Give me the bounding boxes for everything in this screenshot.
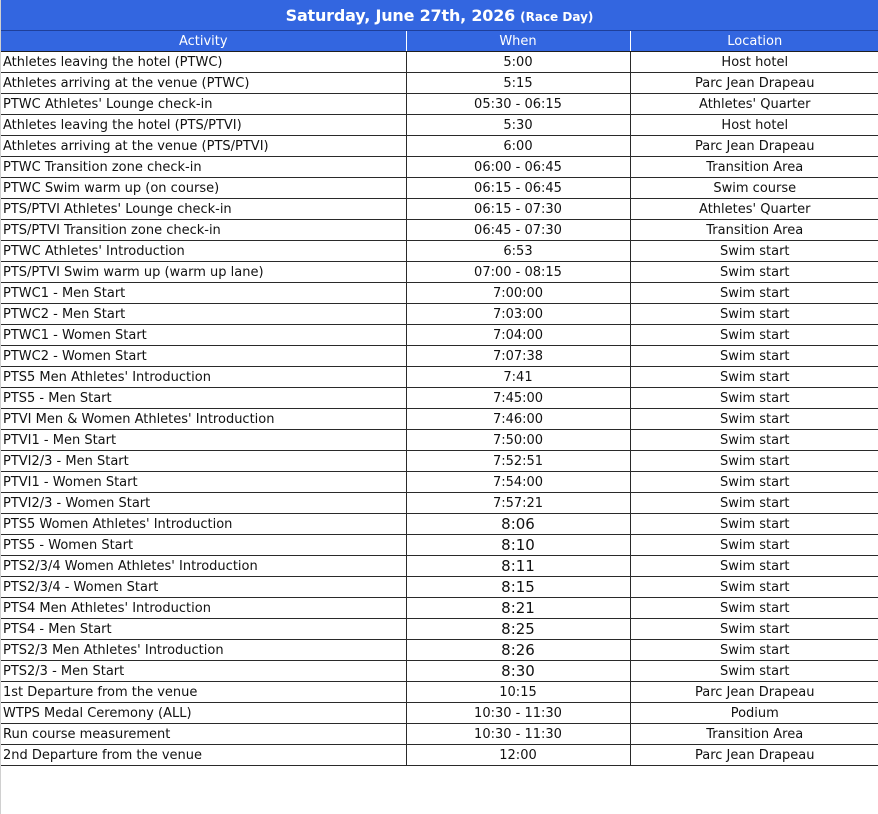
location-cell: Swim start [630, 430, 878, 451]
activity-cell: PTWC2 - Women Start [1, 346, 406, 367]
location-cell: Swim start [630, 241, 878, 262]
when-cell: 7:41 [406, 367, 630, 388]
when-cell: 6:00 [406, 136, 630, 157]
activity-cell: PTS4 Men Athletes' Introduction [1, 598, 406, 619]
activity-cell: PTS5 Men Athletes' Introduction [1, 367, 406, 388]
location-cell: Parc Jean Drapeau [630, 136, 878, 157]
activity-cell: PTS5 - Women Start [1, 535, 406, 556]
when-cell: 8:21 [406, 598, 630, 619]
activity-cell: PTVI1 - Women Start [1, 472, 406, 493]
when-cell: 8:06 [406, 514, 630, 535]
when-cell: 7:07:38 [406, 346, 630, 367]
when-cell: 06:00 - 06:45 [406, 157, 630, 178]
when-cell: 10:30 - 11:30 [406, 724, 630, 745]
location-cell: Podium [630, 703, 878, 724]
when-cell: 8:30 [406, 661, 630, 682]
activity-cell: PTS/PTVI Swim warm up (warm up lane) [1, 262, 406, 283]
location-cell: Swim start [630, 283, 878, 304]
activity-cell: PTWC Athletes' Introduction [1, 241, 406, 262]
table-row [1, 682, 878, 703]
when-cell: 07:00 - 08:15 [406, 262, 630, 283]
when-cell: 7:00:00 [406, 283, 630, 304]
when-cell: 5:15 [406, 73, 630, 94]
table-row [1, 577, 878, 598]
location-cell: Swim start [630, 304, 878, 325]
when-cell: 7:57:21 [406, 493, 630, 514]
table-row [1, 178, 878, 199]
location-cell: Swim start [630, 346, 878, 367]
when-cell: 7:54:00 [406, 472, 630, 493]
activity-cell: WTPS Medal Ceremony (ALL) [1, 703, 406, 724]
table-row [1, 73, 878, 94]
column-header-when: When [406, 31, 630, 52]
when-cell: 5:00 [406, 52, 630, 73]
activity-cell: 1st Departure from the venue [1, 682, 406, 703]
table-row [1, 52, 878, 73]
table-row [1, 325, 878, 346]
table-row [1, 262, 878, 283]
when-cell: 7:45:00 [406, 388, 630, 409]
activity-cell: PTS2/3/4 - Women Start [1, 577, 406, 598]
table-row [1, 598, 878, 619]
table-row [1, 409, 878, 430]
activity-cell: PTVI2/3 - Men Start [1, 451, 406, 472]
location-cell: Swim start [630, 556, 878, 577]
table-row [1, 640, 878, 661]
activity-cell: Run course measurement [1, 724, 406, 745]
activity-cell: PTWC Swim warm up (on course) [1, 178, 406, 199]
location-cell: Swim start [630, 514, 878, 535]
location-cell: Swim start [630, 388, 878, 409]
activity-cell: PTWC Transition zone check-in [1, 157, 406, 178]
when-cell: 7:46:00 [406, 409, 630, 430]
table-row [1, 745, 878, 766]
when-cell: 06:45 - 07:30 [406, 220, 630, 241]
table-row [1, 535, 878, 556]
table-row [1, 493, 878, 514]
location-cell: Host hotel [630, 115, 878, 136]
activity-cell: PTS5 - Men Start [1, 388, 406, 409]
when-cell: 6:53 [406, 241, 630, 262]
location-cell: Transition Area [630, 157, 878, 178]
location-cell: Swim start [630, 493, 878, 514]
table-row [1, 199, 878, 220]
schedule-table [1, 31, 878, 766]
column-header-activity: Activity [1, 31, 406, 52]
table-row [1, 451, 878, 472]
location-cell: Swim start [630, 598, 878, 619]
location-cell: Athletes' Quarter [630, 94, 878, 115]
table-row [1, 619, 878, 640]
activity-cell: Athletes leaving the hotel (PTWC) [1, 52, 406, 73]
when-cell: 8:25 [406, 619, 630, 640]
when-cell: 8:10 [406, 535, 630, 556]
table-row [1, 703, 878, 724]
table-row [1, 241, 878, 262]
location-cell: Swim start [630, 262, 878, 283]
title-bar [1, 0, 878, 31]
when-cell: 7:04:00 [406, 325, 630, 346]
location-cell: Swim start [630, 619, 878, 640]
table-row [1, 661, 878, 682]
location-cell: Swim start [630, 472, 878, 493]
table-row [1, 430, 878, 451]
table-row [1, 304, 878, 325]
activity-cell: Athletes arriving at the venue (PTWC) [1, 73, 406, 94]
when-cell: 8:15 [406, 577, 630, 598]
table-row [1, 472, 878, 493]
schedule-body [1, 52, 878, 766]
activity-cell: Athletes arriving at the venue (PTS/PTVI) [1, 136, 406, 157]
when-cell: 05:30 - 06:15 [406, 94, 630, 115]
page-subtitle: (Race Day) [520, 9, 594, 24]
activity-cell: PTVI Men & Women Athletes' Introduction [1, 409, 406, 430]
activity-cell: 2nd Departure from the venue [1, 745, 406, 766]
location-cell: Parc Jean Drapeau [630, 73, 878, 94]
when-cell: 12:00 [406, 745, 630, 766]
activity-cell: PTS2/3/4 Women Athletes' Introduction [1, 556, 406, 577]
activity-cell: PTWC1 - Men Start [1, 283, 406, 304]
activity-cell: PTS2/3 Men Athletes' Introduction [1, 640, 406, 661]
location-cell: Transition Area [630, 724, 878, 745]
location-cell: Swim start [630, 535, 878, 556]
when-cell: 7:50:00 [406, 430, 630, 451]
location-cell: Athletes' Quarter [630, 199, 878, 220]
activity-cell: PTS4 - Men Start [1, 619, 406, 640]
table-row [1, 220, 878, 241]
activity-cell: PTWC2 - Men Start [1, 304, 406, 325]
location-cell: Parc Jean Drapeau [630, 682, 878, 703]
activity-cell: PTS/PTVI Athletes' Lounge check-in [1, 199, 406, 220]
location-cell: Swim start [630, 661, 878, 682]
location-cell: Swim start [630, 577, 878, 598]
when-cell: 8:26 [406, 640, 630, 661]
page-title: Saturday, June 27th, 2026 [285, 5, 516, 25]
location-cell: Swim start [630, 451, 878, 472]
header-row [1, 31, 878, 52]
when-cell: 06:15 - 07:30 [406, 199, 630, 220]
activity-cell: PTS/PTVI Transition zone check-in [1, 220, 406, 241]
table-row [1, 724, 878, 745]
column-header-location: Location [630, 31, 878, 52]
activity-cell: PTWC1 - Women Start [1, 325, 406, 346]
table-row [1, 346, 878, 367]
when-cell: 8:11 [406, 556, 630, 577]
when-cell: 7:03:00 [406, 304, 630, 325]
location-cell: Swim course [630, 178, 878, 199]
table-row [1, 556, 878, 577]
table-row [1, 136, 878, 157]
location-cell: Swim start [630, 325, 878, 346]
activity-cell: PTS2/3 - Men Start [1, 661, 406, 682]
table-row [1, 514, 878, 535]
when-cell: 7:52:51 [406, 451, 630, 472]
activity-cell: PTS5 Women Athletes' Introduction [1, 514, 406, 535]
activity-cell: PTVI2/3 - Women Start [1, 493, 406, 514]
table-row [1, 367, 878, 388]
location-cell: Host hotel [630, 52, 878, 73]
location-cell: Swim start [630, 409, 878, 430]
location-cell: Swim start [630, 367, 878, 388]
table-row [1, 283, 878, 304]
table-row [1, 115, 878, 136]
table-row [1, 94, 878, 115]
table-row [1, 388, 878, 409]
when-cell: 10:30 - 11:30 [406, 703, 630, 724]
activity-cell: PTWC Athletes' Lounge check-in [1, 94, 406, 115]
table-row [1, 157, 878, 178]
location-cell: Parc Jean Drapeau [630, 745, 878, 766]
location-cell: Transition Area [630, 220, 878, 241]
activity-cell: PTVI1 - Men Start [1, 430, 406, 451]
activity-cell: Athletes leaving the hotel (PTS/PTVI) [1, 115, 406, 136]
when-cell: 10:15 [406, 682, 630, 703]
when-cell: 06:15 - 06:45 [406, 178, 630, 199]
when-cell: 5:30 [406, 115, 630, 136]
location-cell: Swim start [630, 640, 878, 661]
